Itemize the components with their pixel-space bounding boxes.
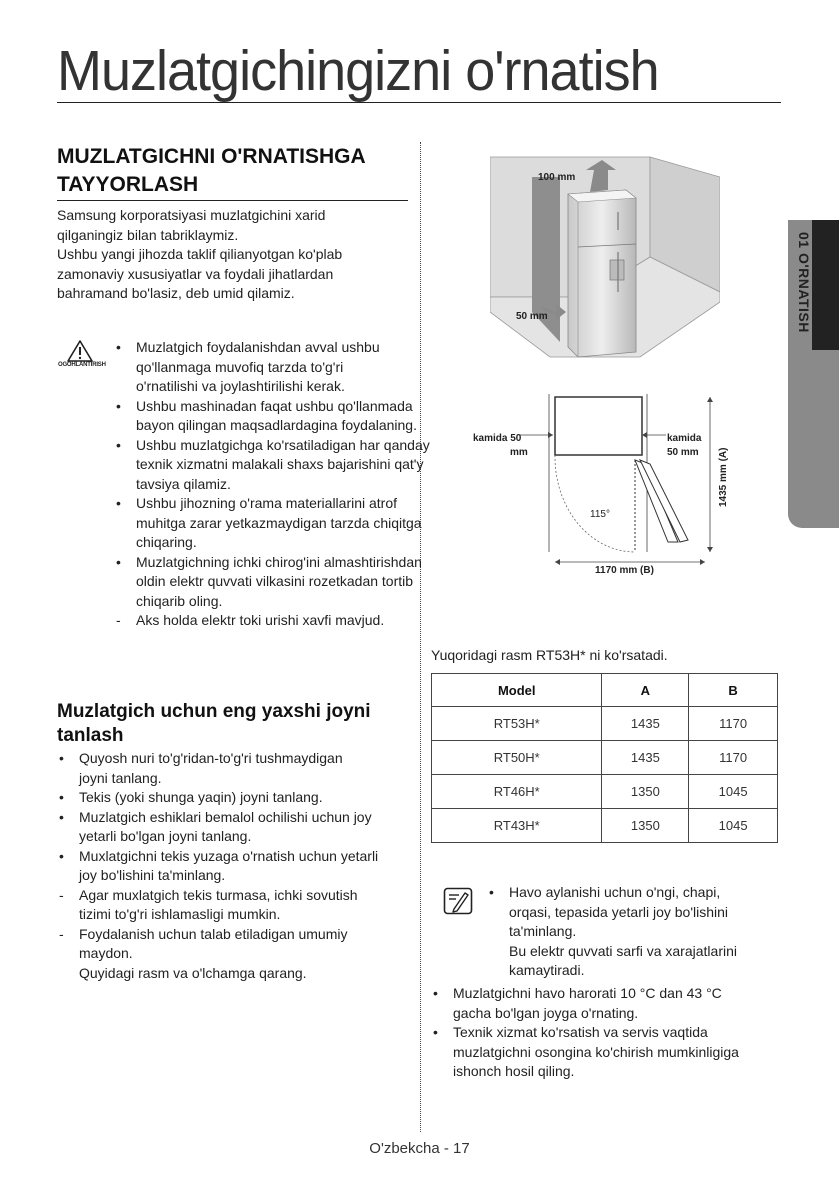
bullet-marker: • <box>59 847 64 864</box>
list-item-text: maydon. <box>79 945 133 961</box>
list-item-continuation <box>57 944 378 964</box>
list-item-text: oldin elektr quvvati vilkasini rozetkadan tortib <box>136 573 414 589</box>
arrowhead-icon <box>700 559 705 565</box>
warning-triangle-icon <box>67 340 93 362</box>
list-item-continuation <box>431 1043 739 1063</box>
door-left-open <box>635 460 678 542</box>
cell-b: 1045 <box>689 809 778 843</box>
list-item <box>431 984 739 1004</box>
page-number: O'zbekcha - 17 <box>369 1140 470 1157</box>
list-item-continuation <box>487 922 737 942</box>
figure-caption: Yuqoridagi rasm RT53H* ni ko'rsatadi. <box>431 647 668 663</box>
list-item <box>57 886 378 906</box>
arrowhead-icon <box>707 397 713 402</box>
list-item <box>114 494 430 514</box>
list-item-text: tavsiya qilamiz. <box>136 475 231 492</box>
list-item-text: texnik xizmatni malakali shaxs bajarishini qat'y <box>136 456 424 472</box>
intro-paragraph <box>57 206 407 304</box>
clearance-top-label: 100 mm <box>538 172 576 183</box>
bullet-marker: • <box>116 397 121 414</box>
door-swing-arc <box>555 455 635 552</box>
list-item-text: Muzlatgichni havo harorati 10 °C dan 43 °C <box>453 985 722 1001</box>
list-item-text: kamaytiradi. <box>509 962 585 978</box>
section-heading-line: TAYYORLASH <box>57 173 199 196</box>
header-a: A <box>602 674 689 707</box>
list-item-continuation <box>114 358 430 378</box>
arrowhead-icon <box>707 547 713 552</box>
column-divider <box>420 142 421 1132</box>
table-row <box>432 707 778 741</box>
table-row <box>432 809 778 843</box>
bullet-marker: • <box>116 553 121 570</box>
height-label: 1435 mm (A) <box>718 447 729 507</box>
warning-label: OGOHLANTIRISH <box>58 362 106 368</box>
note-list <box>487 883 737 981</box>
list-item-continuation <box>57 905 378 925</box>
list-item-text: ishonch hosil qiling. <box>453 1063 575 1079</box>
clearance-left-unit: mm <box>510 447 528 458</box>
requirements-list <box>431 984 739 1082</box>
list-item-text: Muxlatgichni tekis yuzaga o'rnatish uchun yetarli <box>79 847 379 864</box>
note-icon <box>443 887 473 915</box>
list-item-text: chiqarib oling. <box>136 592 223 609</box>
figure-fridge-clearance <box>490 152 720 362</box>
list-item <box>114 553 430 573</box>
page-title: Muzlatgichingizni o'rnatish <box>57 39 659 103</box>
clearance-side-label: 50 mm <box>516 311 548 322</box>
section-heading-line: Muzlatgich uchun eng yaxshi joyni <box>57 701 371 722</box>
list-item <box>57 808 378 828</box>
list-item-text: muzlatgichni osongina ko'chirish mumkinligiga <box>453 1043 739 1060</box>
list-item-continuation <box>114 592 430 612</box>
cell-model: RT43H* <box>432 809 602 843</box>
intro-line: zamonaviy xususiyatlar va foydali jihatlardan <box>57 265 334 282</box>
list-item-text: Aks holda elektr toki urishi xavfi mavjud. <box>136 612 385 628</box>
model-dimensions-table <box>431 673 778 843</box>
bullet-marker: - <box>59 886 64 903</box>
bullet-marker: • <box>59 789 64 805</box>
table-row <box>432 775 778 809</box>
cell-b: 1170 <box>689 741 778 775</box>
cell-a: 1435 <box>602 741 689 775</box>
intro-line: Ushbu yangi jihozda taklif qilianyotgan ko'plab <box>57 246 343 262</box>
water-dispenser <box>610 260 624 280</box>
list-item-continuation <box>114 475 430 495</box>
list-item-continuation <box>114 455 430 475</box>
list-item-text: Ushbu mashinadan faqat ushbu qo'llanmada <box>136 397 413 414</box>
list-item-continuation <box>57 964 378 984</box>
list-item-text: yetarli bo'lgan joyni tanlang. <box>79 828 252 844</box>
list-item-text: Muzlatgich eshiklari bemalol ochilishi uchun joy <box>79 808 372 825</box>
side-tab-marker <box>812 220 839 350</box>
list-item-continuation <box>57 769 378 789</box>
title-rule <box>57 102 781 103</box>
list-item-text: Quyidagi rasm va o'lchamga qarang. <box>79 964 307 981</box>
section-heading-location <box>57 700 417 748</box>
list-item-text: gacha bo'lgan joyga o'rnating. <box>453 1004 639 1021</box>
list-item <box>114 611 430 631</box>
clearance-right-unit: 50 mm <box>667 447 699 458</box>
list-item-text: Muzlatgichning ichki chirog'ini almashtirishdan <box>136 553 422 570</box>
list-item-text: ta'minlang. <box>509 923 577 939</box>
fridge-top-view <box>555 397 642 455</box>
list-item-continuation <box>114 416 430 436</box>
bullet-marker: • <box>433 1024 438 1040</box>
cell-a: 1350 <box>602 809 689 843</box>
list-item-text: Muzlatgich foydalanishdan avval ushbu <box>136 339 380 355</box>
list-item-continuation <box>57 827 378 847</box>
cell-model: RT53H* <box>432 707 602 741</box>
list-item <box>431 1023 739 1043</box>
bullet-marker: • <box>116 339 121 355</box>
list-item-text: Agar muxlatgich tekis turmasa, ichki sovutish <box>79 886 358 903</box>
figure-door-dimensions <box>470 392 740 582</box>
cell-b: 1045 <box>689 775 778 809</box>
list-item <box>114 397 430 417</box>
cell-a: 1435 <box>602 707 689 741</box>
list-item-text: qo'llanmaga muvofiq tarzda to'g'ri <box>136 358 344 375</box>
list-item-text: joyni tanlang. <box>79 769 162 786</box>
section-heading-line: tanlash <box>57 725 124 746</box>
list-item-continuation <box>487 942 737 962</box>
list-item-continuation <box>114 533 430 553</box>
list-item-continuation <box>487 903 737 923</box>
section-heading-rule <box>57 200 408 201</box>
width-label: 1170 mm (B) <box>595 565 654 576</box>
arrowhead-icon <box>555 559 560 565</box>
intro-line: bahramand bo'lasiz, deb umid qilamiz. <box>57 285 295 301</box>
table-row <box>432 741 778 775</box>
list-item-text: Bu elektr quvvati sarfi va xarajatlarini <box>509 942 737 959</box>
list-item-text: Foydalanish uchun talab etiladigan umumiy <box>79 925 348 942</box>
header-model: Model <box>432 674 602 707</box>
list-item <box>57 788 378 808</box>
list-item <box>487 883 737 903</box>
list-item <box>114 436 430 456</box>
cell-a: 1350 <box>602 775 689 809</box>
list-item-continuation <box>57 866 378 886</box>
list-item-text: Ushbu muzlatgichga ko'rsatiladigan har qanday <box>136 436 430 453</box>
clearance-left-label: kamida 50 <box>473 433 522 444</box>
list-item-text: tizimi to'g'ri ishlamasligi mumkin. <box>79 906 281 922</box>
bullet-marker: • <box>116 436 121 453</box>
section-heading-preparation <box>57 143 417 199</box>
door-angle-label: 115° <box>590 509 610 520</box>
cell-model: RT46H* <box>432 775 602 809</box>
bullet-marker: - <box>116 612 121 628</box>
list-item-text: Quyosh nuri to'g'ridan-to'g'ri tushmaydigan <box>79 750 343 766</box>
intro-line: qilganingiz bilan tabriklaymiz. <box>57 226 239 243</box>
bullet-marker: - <box>59 925 64 942</box>
bullet-marker: • <box>59 750 64 766</box>
list-item-continuation <box>114 572 430 592</box>
table-header-row <box>432 674 778 707</box>
list-item-text: Texnik xizmat ko'rsatish va servis vaqtida <box>453 1024 708 1040</box>
bullet-marker: • <box>59 808 64 825</box>
list-item <box>57 925 378 945</box>
list-item <box>114 338 430 358</box>
list-item-continuation <box>431 1062 739 1082</box>
list-item-text: o'rnatilishi va joylashtirilishi kerak. <box>136 378 345 394</box>
header-b: B <box>689 674 778 707</box>
list-item <box>57 847 378 867</box>
list-item-text: muhitga zarar yetkazmaydigan tarzda chiqitga <box>136 514 422 531</box>
list-item-text: Tekis (yoki shunga yaqin) joyni tanlang. <box>79 789 323 805</box>
list-item-text: Ushbu jihozning o'rama materiallarini atrof <box>136 495 398 511</box>
list-item-continuation <box>487 961 737 981</box>
list-item-text: joy bo'lishini ta'minlang. <box>79 867 226 883</box>
warning-icon <box>58 340 106 374</box>
bullet-marker: • <box>489 884 494 900</box>
bullet-marker: • <box>116 495 121 511</box>
list-item-text: Havo aylanishi uchun o'ngi, chapi, <box>509 884 721 900</box>
cell-model: RT50H* <box>432 741 602 775</box>
cell-b: 1170 <box>689 707 778 741</box>
list-item-continuation <box>114 377 430 397</box>
section-heading-line: MUZLATGICHNI O'RNATISHGA <box>57 145 366 168</box>
arrowhead-icon <box>548 432 553 438</box>
list-item-continuation <box>431 1004 739 1024</box>
list-item <box>57 749 378 769</box>
list-item-text: chiqaring. <box>136 534 197 550</box>
list-item-text: bayon qilingan maqsadlardagina foydalaning. <box>136 417 417 433</box>
bullet-marker: • <box>433 985 438 1001</box>
clearance-right-label: kamida <box>667 433 702 444</box>
side-tab-label: 01 O'RNATISH <box>796 232 812 333</box>
warning-list <box>114 338 430 631</box>
list-item-text: orqasi, tepasida yetarli joy bo'lishini <box>509 903 729 920</box>
list-item-continuation <box>114 514 430 534</box>
intro-line: Samsung korporatsiyasi muzlatgichini xarid <box>57 207 326 223</box>
location-list <box>57 749 378 983</box>
